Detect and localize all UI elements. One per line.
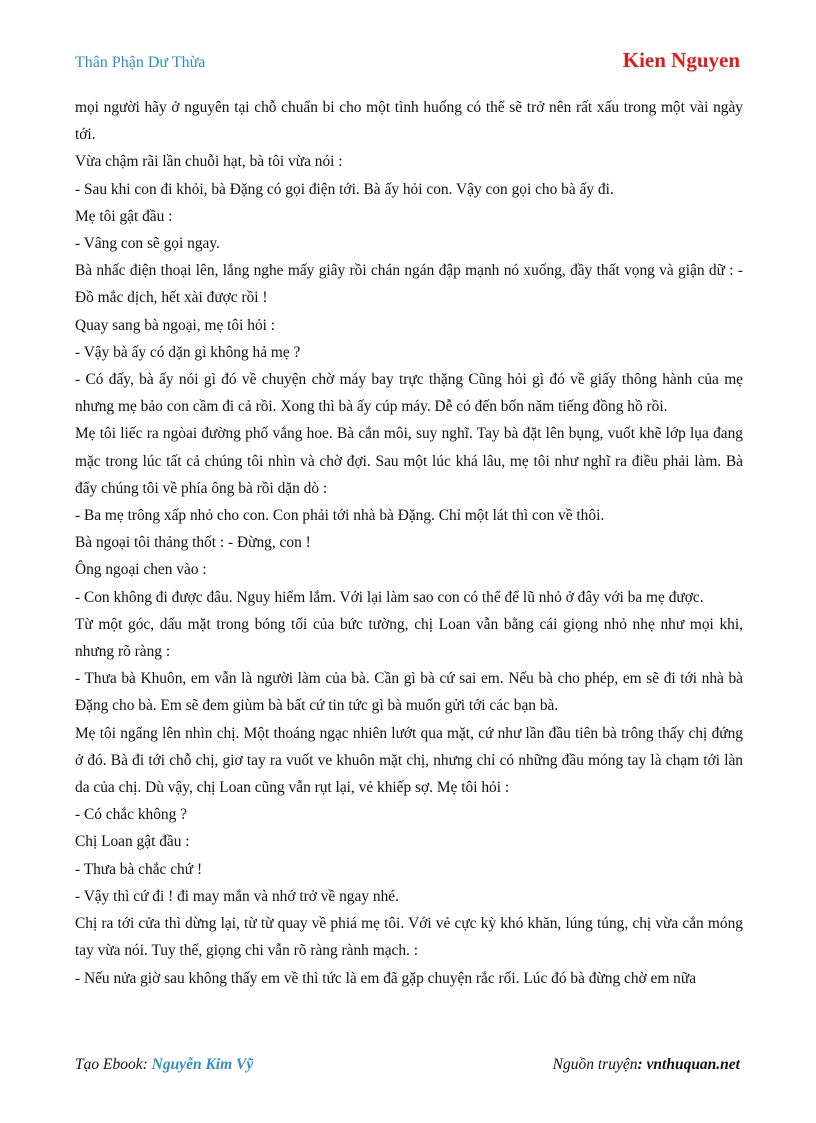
paragraph: - Sau khi con đi khỏi, bà Đặng có gọi điện tới. Bà ấy hỏi con. Vậy con gọi cho bà ấy đi.	[75, 180, 614, 198]
paragraph: Bà ngoại tôi thảng thốt : - Đừng, con !	[75, 534, 311, 552]
paragraph: Quay sang bà ngoại, mẹ tôi hỏi :	[75, 316, 276, 334]
paragraph: - Ba mẹ trông xấp nhỏ cho con. Con phải tới nhà bà Đặng. Chỉ một lát thì con về thôi.	[75, 507, 605, 525]
source-credit	[553, 1056, 740, 1074]
paragraph: - Thưa bà chắc chứ !	[75, 860, 203, 878]
paragraph: - Vâng con sẽ gọi ngay.	[75, 235, 220, 253]
ebook-credit	[75, 1056, 253, 1074]
paragraph: Chị ra tới cửa thì dừng lại, từ từ quay về phiá mẹ tôi. Với vẻ cực kỳ khó khăn, lúng túng, chị vừa cắn móng tay vừa nói. Tuy thế, giọng chi vẫn rõ ràng rành mạch. :	[75, 915, 743, 960]
paragraph: Từ một góc, dấu mặt trong bóng tối của bức tường, chị Loan vẫn bằng cái giọng nhỏ nhẹ như mọi khi, nhưng rõ ràng :	[75, 615, 743, 661]
paragraph: mọi người hãy ở nguyên tại chỗ chuẩn bi cho một tình huống có thể sẽ trở nên rất xấu trong một vài ngày tới.	[75, 99, 743, 144]
paragraph: - Con không đi được đâu. Nguy hiểm lắm. Với lại làm sao con có thể để lũ nhỏ ở đây với ba mẹ được.	[75, 588, 704, 606]
ebook-creator: Nguyễn Kim Vỹ	[151, 1056, 254, 1073]
paragraph: Bà nhấc điện thoại lên, lắng nghe mấy giây rồi chán ngán đập mạnh nó xuống, đầy thất vọng và giận dữ : - Đồ mắc dịch, hết xài được rồi !	[75, 262, 743, 307]
paragraph: - Nếu nửa giờ sau không thấy em về thì tức là em đã gặp chuyện rắc rối. Lúc đó bà đừng chờ em nữa	[75, 969, 697, 987]
paragraph: Mẹ tôi gật đầu :	[75, 207, 173, 225]
paragraph: - Thưa bà Khuôn, em vẫn là người làm của bà. Cần gì bà cứ sai em. Nếu bà cho phép, em sẽ đi tới nhà bà Đặng cho bà. Em sẽ đem giùm bà bất cứ tin tức gì bà muốn gửi tới các bạn bà.	[75, 670, 743, 715]
source-separator: :	[637, 1056, 647, 1073]
book-title: Thân Phận Dư Thừa	[75, 54, 206, 71]
page-footer	[75, 1056, 740, 1078]
author-name: Kien Nguyen	[622, 48, 740, 72]
ebook-label: Tạo Ebook	[75, 1056, 143, 1073]
ebook-separator: :	[142, 1056, 152, 1073]
paragraph: - Có đấy, bà ấy nói gì đó về chuyện chờ máy bay trực thặng Cũng hỏi gì đó về giấy thông hành của mẹ nhưng mẹ bảo con cầm đi cả rồi. Xong thì bà ấy cúp máy. Dễ có đến bốn năm tiếng đồng hồ rồi.	[75, 371, 743, 416]
paragraph: Mẹ tôi ngẩng lên nhìn chị. Một thoáng ngạc nhiên lướt qua mặt, cứ như lần đầu tiên bà trông thấy chị đứng ở đó. Bà đi tới chỗ chị, giơ tay ra vuốt ve khuôn mặt chị, nhưng chỉ có những đầu móng tay là chạm tới làn da của chị. Dù vậy, chị Loan cũng vẫn rụt lại, vẻ khiếp sợ. Mẹ tôi hỏi :	[75, 724, 743, 797]
source-site: vnthuquan.net	[646, 1056, 740, 1073]
source-label: Nguồn truyện	[552, 1056, 638, 1073]
story-text	[75, 94, 743, 992]
paragraph: Ông ngoại chen vào :	[75, 561, 207, 579]
paragraph: Mẹ tôi liếc ra ngòai đường phố vắng hoe. Bà cắn môi, suy nghĩ. Tay bà đặt lên bụng, vuốt khẽ lớp lụa đang mặc trong lúc tất cả chúng tôi nhìn và chờ đợi. Sau một lúc khá lâu, mẹ tôi như nghĩ ra điều phải làm. Bà đẩy chúng tôi về phía ông bà rồi dặn dò :	[75, 425, 743, 497]
paragraph: Chị Loan gật đầu :	[75, 833, 190, 851]
paragraph: - Vậy thì cứ đi ! đi may mắn và nhớ trở về ngay nhé.	[75, 887, 399, 905]
paragraph: Vừa chậm rãi lần chuỗi hạt, bà tôi vừa nói :	[75, 153, 343, 171]
page-header	[75, 48, 740, 78]
paragraph: - Vậy bà ấy có dặn gì không hả mẹ ?	[75, 343, 301, 361]
paragraph: - Có chắc không ?	[75, 806, 187, 824]
